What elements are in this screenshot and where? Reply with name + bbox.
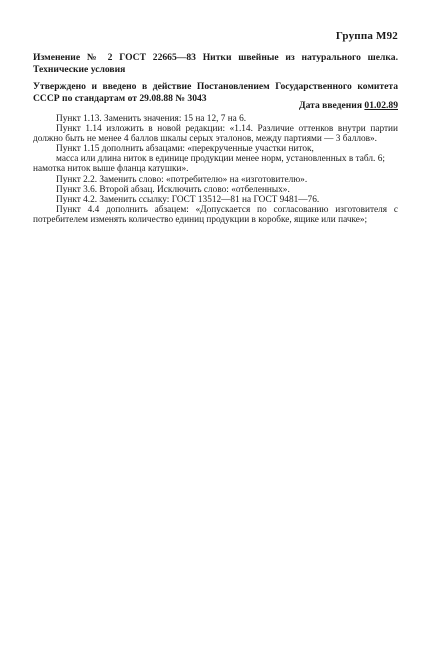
paragraph-item-1-15: Пункт 1.15 дополнить абзацами: «перекрученные участки ниток, (56, 144, 314, 155)
approval-statement: Утверждено и введено в действие Постановлением Государственного комитета СССР по стандартам от 29.08.88 № 3043 (33, 81, 398, 104)
paragraph-item-2-2: Пункт 2.2. Заменить слово: «потребителю» на «изготовителю». (56, 174, 308, 185)
effective-date (299, 100, 398, 111)
effective-date-label: Дата введения (298, 100, 363, 111)
paragraph-item-1-15-winding: намотка ниток выше фланца катушки». (33, 164, 189, 175)
paragraph-item-1-15-mass: масса или длина ниток в единице продукции менее норм, установленных в табл. 6; (56, 154, 385, 165)
amendment-body (33, 114, 398, 225)
paragraph-item-1-14: Пункт 1.14 изложить в новой редакции: «1.14. Различие оттенков внутри партии должно быть не менее 4 баллов шкалы серых эталонов, между партиями — 3 баллов». (33, 124, 398, 145)
paragraph-item-3-6: Пункт 3.6. Второй абзац. Исключить слово: «отбеленных». (56, 184, 290, 195)
effective-date-value: 01.02.89 (364, 100, 398, 111)
amendment-title: Изменение № 2 ГОСТ 22665—83 Нитки швейные из натурального шелка. Технические условия (33, 52, 398, 75)
paragraph-item-1-13: Пункт 1.13. Заменить значения: 15 на 12, 7 на 6. (56, 114, 247, 124)
group-code: Группа М92 (335, 30, 398, 42)
paragraph-item-4-2: Пункт 4.2. Заменить ссылку: ГОСТ 13512—81 на ГОСТ 9481—76. (56, 194, 320, 205)
paragraph-item-4-4: Пункт 4.4 дополнить абзацем: «Допускается по согласованию изготовителя с потребителем изменять количество единиц продукции в коробке, ящике или пачке»; (33, 204, 398, 225)
